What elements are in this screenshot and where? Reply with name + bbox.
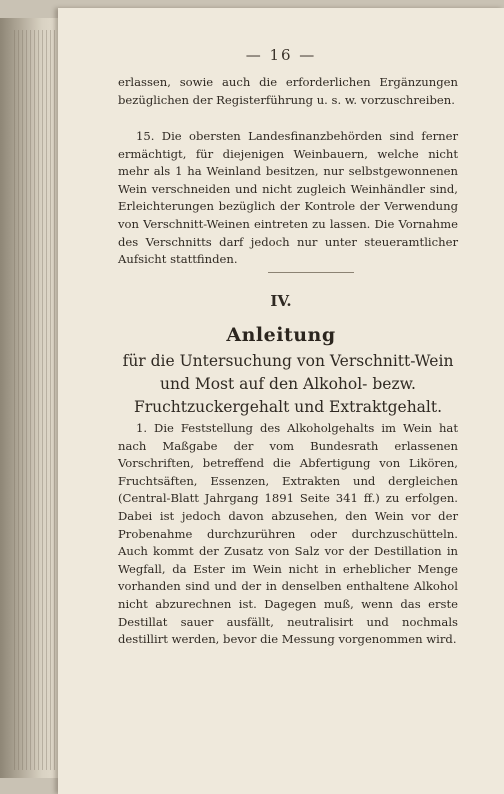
paragraph-continuation: erlassen, sowie auch die erforderlichen Ergänzungen bezüglichen der Registerführung u. s. w. vorzuschreiben. (118, 75, 458, 107)
section-number: IV. (270, 292, 292, 310)
book-page (58, 8, 504, 794)
section-heading: Anleitung (226, 324, 336, 346)
page-number: — 16 — (245, 46, 317, 64)
paragraph-1: 1. Die Feststellung des Alkoholgehalts im Wein hat nach Maßgabe der vom Bundesrath erlassenen Vorschriften, betreffend die Abfertigung von Likören, Fruchtsäften, Essenzen, Extrakten und dergleichen (Central-Blatt Jahrgang 1891 Seite 341 ff.) zu erfolgen. Dabei ist jedoch davon abzusehen, den Wein vor der Probenahme durchzurühren oder durchzuschütteln. Auch kommt der Zusatz von Salz vor der Destillation in Wegfall, da Ester im Wein nicht in erheblicher Menge vorhanden sind und der in denselben enthaltene Alkohol nicht abzurechnen ist. Dagegen muß, wenn das erste Destillat sauer ausfällt, neutralisirt und nochmals destillirt werden, bevor die Messung vorgenommen wird. (118, 421, 458, 647)
paragraph-15: 15. Die obersten Landesfinanzbehörden sind ferner ermächtigt, für diejenigen Weinbauern, welche nicht mehr als 1 ha Weinland besitzen, nur selbstgewonnenen Wein verschneiden und nicht zugleich Weinhändler sind, Erleichterungen bezüglich der Kontrole der Verwendung von Verschnitt-Weinen eintreten zu lassen. Die Vornahme des Verschnitts darf jedoch nur unter steueramtlicher Aufsicht stattfinden. (118, 129, 458, 267)
stacked-page-edges (14, 30, 60, 770)
section-subheading: für die Untersuchung von Verschnitt-Wein und Most auf den Alkohol- bezw. Fruchtzuckergehalt und Extraktgehalt. (122, 352, 454, 416)
section-divider (268, 272, 354, 273)
